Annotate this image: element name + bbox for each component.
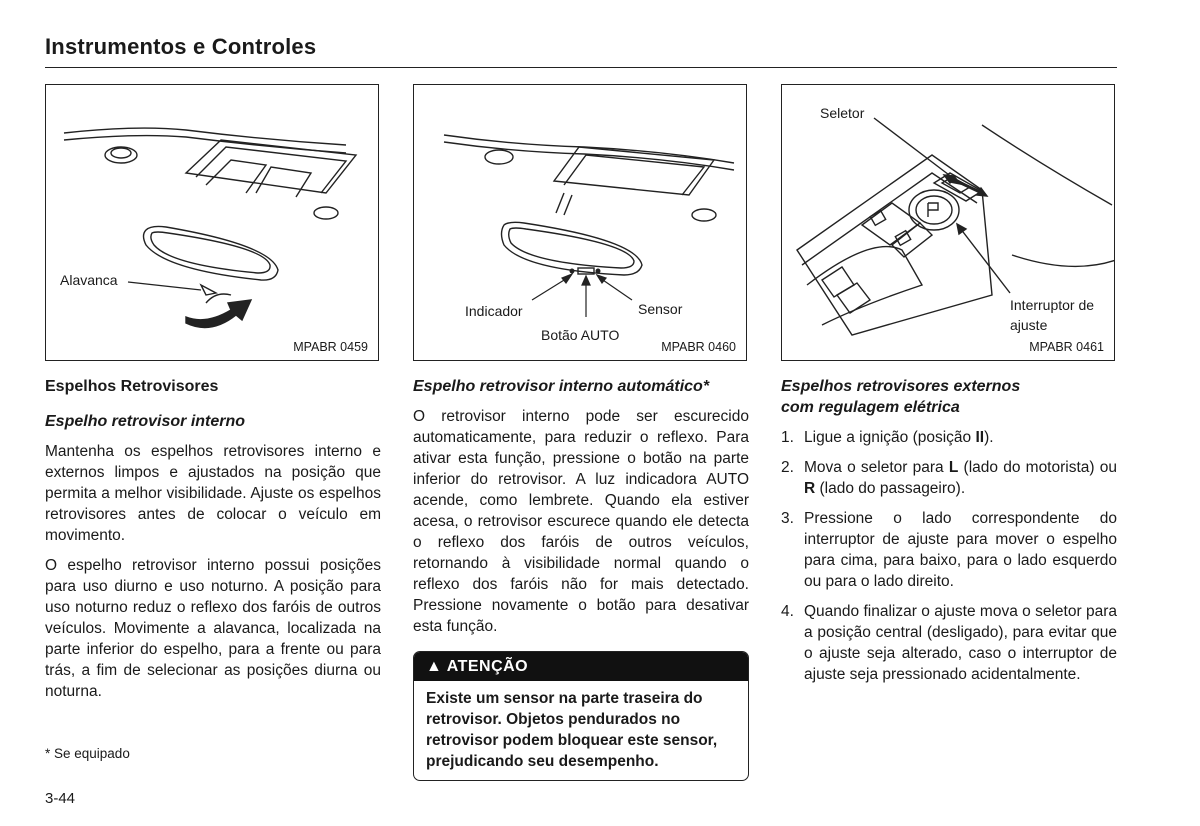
list-item: [781, 601, 1117, 685]
paragraph: Mantenha os espelhos retrovisores interno e externos limpos e ajustados na posição que permita a melhor visibilidade. Ajuste os espelhos retrovisores antes de colocar o veículo em movimento.: [45, 443, 381, 544]
step-text: Quando finalizar o ajuste mova o seletor para a posição central (desligado), para evitar que o ajuste seja alterado, caso o interruptor de ajuste seja pressionado acidentalmente.: [804, 603, 1117, 683]
warning-triangle-icon: ▲: [426, 658, 443, 675]
figure-interior-mirror-lever: [45, 84, 379, 361]
header-divider: [45, 67, 1117, 68]
step-text: ).: [984, 429, 994, 446]
warning-header: [414, 652, 748, 681]
warning-text: Existe um sensor na parte traseira do retrovisor. Objetos pendurados no retrovisor podem bloquear este sensor, prejudicando seu desempenho.: [426, 690, 718, 770]
lever-label: Alavanca: [60, 272, 118, 288]
subsection-heading: Espelho retrovisor interno: [45, 413, 246, 430]
subsection-heading: Espelho retrovisor interno automático*: [413, 378, 710, 395]
column-auto-mirror: [413, 376, 749, 781]
step-bold: R: [804, 480, 816, 497]
step-number: 1.: [781, 429, 794, 446]
page-number: 3-44: [45, 790, 76, 807]
auto-mirror-illustration: [414, 85, 747, 361]
figure-power-mirror-switch: [781, 84, 1115, 361]
figure-code: MPABR 0459: [293, 340, 368, 354]
warning-title: ATENÇÃO: [446, 658, 529, 675]
list-item: [781, 427, 1117, 448]
step-text: Ligue a ignição (posição: [804, 429, 976, 446]
step-text: Mova o seletor para: [804, 459, 949, 476]
paragraph: O espelho retrovisor interno possui posições para uso diurno e uso noturno. A posição para uso noturno reduz o reflexo dos faróis de outros veículos. Movimente a alavanca, localizada na parte inferior do espelho, para a frente ou para trás, a fim de selecionar as posições diurna ou noturna.: [45, 557, 381, 700]
subsection-heading-line2: com regulagem elétrica: [781, 399, 960, 416]
step-text: Pressione o lado correspondente do interruptor de ajuste para mover o espelho para cima, para baixo, para o lado esquerdo ou para o lado direito.: [804, 510, 1117, 590]
figure-code: MPABR 0461: [1029, 340, 1104, 354]
step-number: 2.: [781, 459, 794, 476]
step-text: (lado do motorista) ou: [958, 459, 1117, 476]
adjust-switch-label: Interruptor de ajuste: [1010, 297, 1095, 333]
subsection-heading-line1: Espelhos retrovisores externos: [781, 378, 1021, 395]
column-power-mirrors: [781, 376, 1117, 694]
step-number: 3.: [781, 510, 794, 527]
list-item: [781, 457, 1117, 499]
figure-auto-dimming-mirror: [413, 84, 747, 361]
page-title: Instrumentos e Controles: [45, 34, 317, 59]
step-bold: L: [948, 459, 959, 476]
subsection-heading: [781, 376, 1117, 418]
footnote: * Se equipado: [45, 746, 130, 761]
steps-list: [781, 427, 1117, 685]
indicator-label: Indicador: [465, 303, 523, 319]
step-bold: II: [975, 429, 985, 446]
section-heading: Espelhos Retrovisores: [45, 378, 219, 395]
warning-box: [413, 651, 749, 781]
interior-mirror-illustration: [46, 85, 379, 361]
list-item: [781, 508, 1117, 592]
paragraph: O retrovisor interno pode ser escurecido automaticamente, para reduzir o reflexo. Para ativar esta função, pressione o botão na parte inferior do retrovisor. A luz indicadora AUTO acende, como lembrete. Quando ela estiver acesa, o retrovisor escurece quando ele detecta o reflexo dos faróis de outros veículos, retornando à visibilidade normal quando o reflexo dos faróis não for mais detectado. Pressione novamente o botão para desativar esta função.: [413, 408, 749, 635]
step-text: (lado do passageiro).: [815, 480, 966, 497]
figure-code: MPABR 0460: [661, 340, 736, 354]
auto-button-label: Botão AUTO: [541, 327, 620, 343]
step-number: 4.: [781, 603, 794, 620]
sensor-label: Sensor: [638, 301, 683, 317]
column-interior-mirror: [45, 376, 381, 711]
selector-label: Seletor: [820, 105, 865, 121]
